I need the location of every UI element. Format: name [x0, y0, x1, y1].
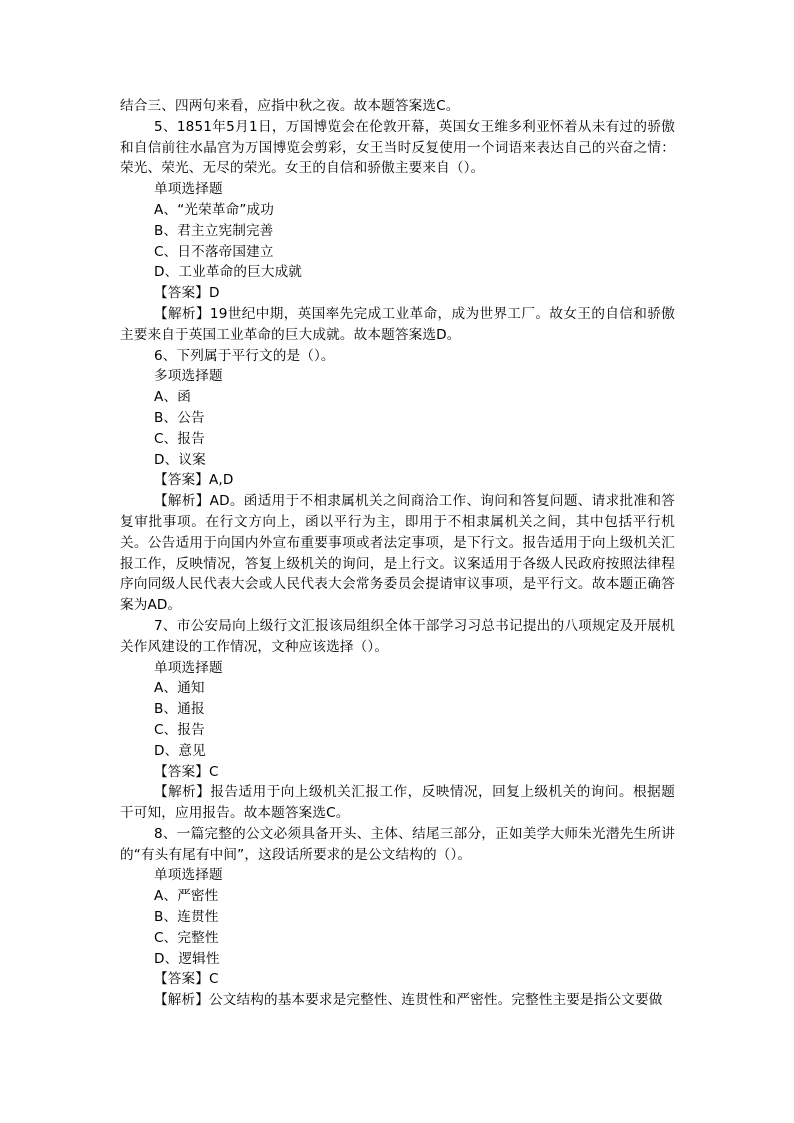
question-6: [120, 346, 675, 616]
option-d: D、议案: [154, 451, 206, 468]
question-stem: 5、1851年5月1日，万国博览会在伦敦开幕，英国女王维多利亚怀着从未有过的骄傲和自信前往水晶宫为万国博览会剪彩，女王当时反复使用一个词语来表达自己的兴奋之情：荣光、荣光、无尽的荣光。女王的自信和骄傲主要来自（）。: [120, 118, 675, 177]
question-5: [120, 117, 675, 346]
option-d: D、逻辑性: [154, 950, 220, 967]
analysis-paragraph: 【解析】19世纪中期，英国率先完成工业革命，成为世界工厂。故女王的自信和骄傲主要来自于英国工业革命的巨大成就。故本题答案选D。: [120, 305, 675, 343]
question-type: 单项选择题: [154, 181, 223, 198]
option-c: C、报告: [154, 430, 205, 447]
question-type: 多项选择题: [154, 368, 223, 385]
question-stem: 8、一篇完整的公文必须具备开头、主体、结尾三部分，正如美学大师朱光潜先生所讲的“有头有尾有中间”，这段话所要求的是公文结构的（）。: [120, 825, 675, 863]
option-a: A、通知: [154, 680, 205, 697]
question-type: 单项选择题: [154, 867, 223, 884]
option-b: B、君主立宪制完善: [154, 222, 274, 239]
answer-line: 【答案】A,D: [154, 472, 234, 489]
answer-line: 【答案】D: [154, 285, 220, 302]
document-body: [120, 96, 675, 1011]
question-stem: 7、市公安局向上级行文汇报该局组织全体干部学习习总书记提出的八项规定及开展机关作风建设的工作情况，文种应该选择（）。: [120, 617, 675, 655]
answer-line: 【答案】C: [154, 763, 219, 780]
option-a: A、函: [154, 389, 191, 406]
option-c: C、日不落帝国建立: [154, 243, 274, 260]
option-d: D、工业革命的巨大成就: [154, 264, 303, 281]
option-a: A、“光荣革命”成功: [154, 201, 275, 218]
option-b: B、公告: [154, 409, 205, 426]
question-stem: 6、下列属于平行文的是（）。: [154, 347, 335, 364]
analysis-paragraph: 【解析】AD。函适用于不相隶属机关之间商洽工作、询问和答复问题、请求批准和答复审批事项。在行文方向上，函以平行为主，即用于不相隶属机关之间，其中包括平行机关。公告适用于向国内外宣布重要事项或者法定事项，是下行文。报告适用于向上级机关汇报工作，反映情况，答复上级机关的询问，是上行文。议案适用于各级人民政府按照法律程序向同级人民代表大会或人民代表大会常务委员会提请审议事项，是平行文。故本题正确答案为AD。: [120, 493, 675, 614]
question-type: 单项选择题: [154, 659, 223, 676]
answer-line: 【答案】C: [154, 971, 219, 988]
analysis-paragraph: 【解析】公文结构的基本要求是完整性、连贯性和严密性。完整性主要是指公文要做: [154, 992, 663, 1009]
option-d: D、意见: [154, 742, 206, 759]
question-8: [120, 824, 675, 1011]
option-a: A、严密性: [154, 888, 219, 905]
option-c: C、报告: [154, 721, 205, 738]
option-b: B、通报: [154, 701, 205, 718]
option-c: C、完整性: [154, 929, 219, 946]
question-7: [120, 616, 675, 824]
option-b: B、连贯性: [154, 909, 219, 926]
analysis-paragraph: 【解析】报告适用于向上级机关汇报工作，反映情况，回复上级机关的询问。根据题干可知，应用报告。故本题答案选C。: [120, 784, 675, 822]
intro-paragraph: 结合三、四两句来看，应指中秋之夜。故本题答案选C。: [120, 98, 460, 114]
